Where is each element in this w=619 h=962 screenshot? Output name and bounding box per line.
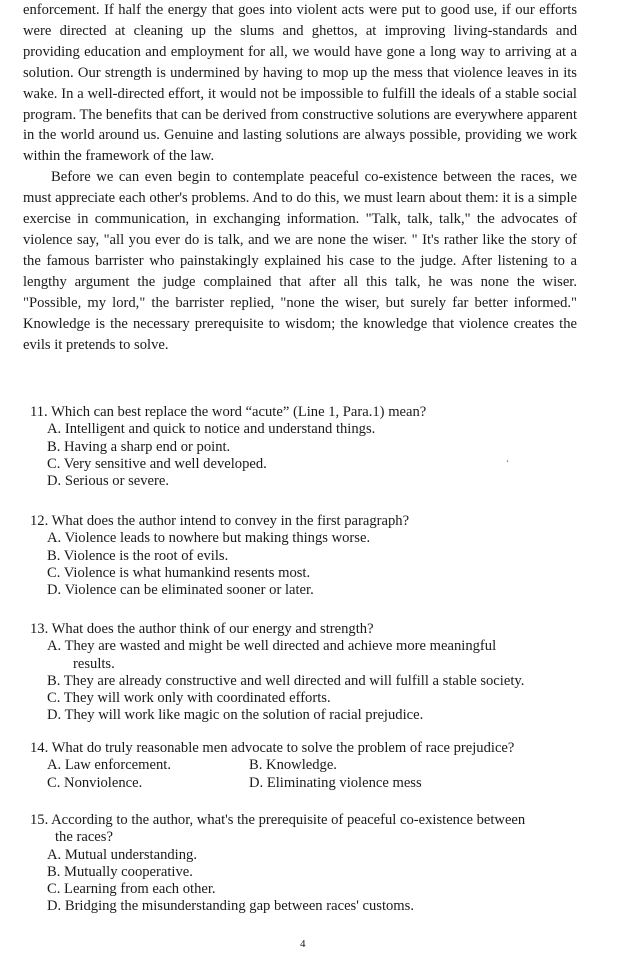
option-c: C. They will work only with coordinated efforts.: [47, 690, 331, 707]
question-stem: [23, 812, 593, 847]
option-d: D. Serious or severe.: [47, 473, 169, 490]
option-c: C. Very sensitive and well developed.: [47, 455, 267, 472]
option-b: B. Knowledge.: [249, 757, 337, 774]
option-d: D. They will work like magic on the solution of racial prejudice.: [47, 707, 424, 724]
passage-paragraph-1: enforcement. If half the energy that goes into violent acts were put to good use, if our efforts were directed at cleaning up the slums and ghettos, at improving living-standards and providing education and employment for all, we would have gone a long way to arriving at a solution. Our strength is undermined by having to mop up the mess that violence leaves in its wake. In a well-directed effort, it would not be impossible to fulfill the ideals of a stable social program. The benefits that can be derived from constructive solutions are everywhere apparent in the world around us. Genuine and lasting solutions are always possible, providing we work within the framework of the law.: [23, 2, 577, 165]
options-row-1: [23, 757, 593, 774]
option-a: A. Mutual understanding.: [47, 846, 197, 863]
option-a: A. Violence leads to nowhere but making things worse.: [47, 530, 371, 547]
option-d: D. Violence can be eliminated sooner or later.: [47, 582, 314, 599]
option-b: B. Violence is the root of evils.: [47, 547, 229, 564]
question-stem: 13. What does the author think of our energy and strength?: [30, 621, 374, 637]
question-stem: 12. What does the author intend to convey in the first paragraph?: [30, 513, 410, 529]
option-b: B. Mutually cooperative.: [47, 863, 193, 880]
question-11: [23, 404, 593, 490]
question-14: [23, 740, 593, 792]
option-a-line-1: A. They are wasted and might be well directed and achieve more meaningful: [47, 638, 497, 655]
question-15: [23, 812, 593, 916]
question-stem-line-2: the races?: [55, 829, 113, 846]
option-d: D. Eliminating violence mess: [249, 774, 422, 791]
question-12: [23, 513, 593, 599]
option-a: A. Law enforcement.: [47, 757, 171, 774]
option-a-line-2: results.: [73, 655, 115, 672]
stray-mark: ‘: [506, 458, 509, 468]
page-number: 4: [300, 938, 306, 950]
passage-paragraph-2: Before we can even begin to contemplate peaceful co-existence between the races, we must appreciate each other's problems. And to do this, we must learn about them: it is a simple exercise in communication, in exchanging information. "Talk, talk, talk," the advocates of violence say, "all you ever do is talk, and we are none the wiser. " It's rather like the story of the famous barrister who painstakingly explained his case to the judge. After listening to a lengthy argument the judge complained that after all this talk, he was none the wiser. "Possible, my lord," the barrister replied, "none the wiser, but surely far better informed." Knowledge is the necessary prerequisite to wisdom; the knowledge that violence creates the evils it pretends to solve.: [23, 169, 577, 353]
option-b: B. They are already constructive and well directed and will fulfill a stable society.: [47, 672, 525, 689]
option-b: B. Having a sharp end or point.: [47, 438, 231, 455]
option-c: C. Violence is what humankind resents most.: [47, 564, 311, 581]
option-a: [23, 638, 593, 673]
reading-passage: [23, 0, 577, 355]
question-stem: 11. Which can best replace the word “acute” (Line 1, Para.1) mean?: [30, 404, 427, 420]
question-stem-line-1: 15. According to the author, what's the prerequisite of peaceful co-existence between: [30, 812, 526, 828]
options-row-2: [23, 775, 593, 792]
option-a: A. Intelligent and quick to notice and understand things.: [47, 421, 376, 438]
question-13: [23, 621, 593, 725]
option-d: D. Bridging the misunderstanding gap between races' customs.: [47, 898, 414, 915]
question-stem: 14. What do truly reasonable men advocate to solve the problem of race prejudice?: [30, 740, 515, 756]
option-c: C. Nonviolence.: [47, 774, 143, 791]
option-c: C. Learning from each other.: [47, 881, 216, 898]
